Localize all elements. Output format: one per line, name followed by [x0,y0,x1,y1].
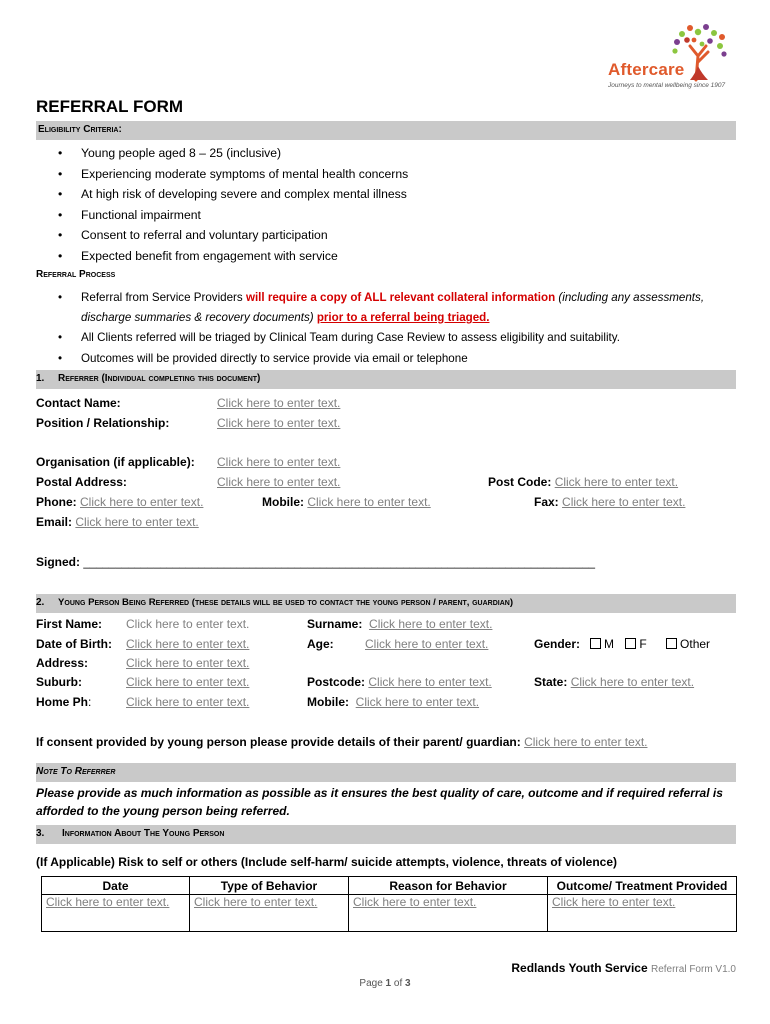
young-person-header: 2. Young Person Being Referred (these details will be used to contact the young person / parent, guardian) [36,594,736,613]
list-item: • Functional impairment [36,205,736,226]
gender-options: M F Other [582,637,710,651]
postal-address-field[interactable]: Click here to enter text. [217,475,341,489]
logo-tagline: Journeys to mental wellbeing since 1907 [608,82,726,89]
contact-name-field[interactable]: Click here to enter text. [217,396,341,410]
col-date: Date [42,877,190,895]
eligibility-list [36,143,736,267]
process-header: Referral Process [36,269,116,280]
gender-f-checkbox[interactable] [625,638,636,649]
dob-label: Date of Birth: [36,637,112,651]
post-code-label: Post Code: Click here to enter text. [488,475,679,489]
contact-name-label: Contact Name: [36,396,121,410]
risk-table [41,876,737,932]
footer-service: Redlands Youth Service Referral Form V1.0 [511,961,736,975]
gender-m-checkbox[interactable] [590,638,601,649]
type-cell[interactable]: Click here to enter text. [190,895,349,932]
table-header-row [42,877,737,895]
col-reason: Reason for Behavior [349,877,548,895]
guardian-field[interactable]: Click here to enter text. [524,735,648,749]
organisation-field[interactable]: Click here to enter text. [217,455,341,469]
list-item: • Outcomes will be provided directly to service provide via email or telephone [36,349,741,370]
age-label: Age: [307,637,334,651]
aftercare-logo [600,22,740,102]
outcome-cell[interactable]: Click here to enter text. [548,895,737,932]
table-row [42,895,737,932]
state-field[interactable]: Click here to enter text. [570,675,695,689]
col-type: Type of Behavior [190,877,349,895]
signature-line[interactable]: ________________________________________________________________________________ [83,557,596,569]
postcode-label: Postcode: Click here to enter text. [307,675,492,689]
list-item: • Experiencing moderate symptoms of mental health concerns [36,164,736,185]
list-item: • At high risk of developing severe and complex mental illness [36,184,736,205]
yp-mobile-label: Mobile: Click here to enter text. [307,695,480,709]
mobile-label: Mobile: Click here to enter text. [262,495,431,509]
note-header: Note To Referrer [36,763,736,782]
first-name-field[interactable]: Click here to enter text. [126,617,250,631]
position-label: Position / Relationship: [36,416,170,430]
suburb-field[interactable]: Click here to enter text. [126,675,250,689]
referrer-header: 1. Referrer (Individual completing this document) [36,370,736,389]
col-outcome: Outcome/ Treatment Provided [548,877,737,895]
list-item: • Young people aged 8 – 25 (inclusive) [36,143,736,164]
state-label: State: Click here to enter text. [534,675,695,689]
home-ph-label: Home Ph: [36,695,92,709]
list-item: • Expected benefit from engagement with service [36,246,736,267]
info-header: 3. Information About The Young Person [36,825,736,844]
address-label: Address: [36,656,89,670]
fax-label: Fax: Click here to enter text. [534,495,686,509]
list-item: • Consent to referral and voluntary participation [36,225,736,246]
postal-address-label: Postal Address: [36,475,127,489]
note-text: Please provide as much information as possible as it ensures the best quality of care, outcome and if required referral is afforded to the young person being referred. [36,786,723,818]
list-item: • Referral from Service Providers will require a copy of ALL relevant collateral information (including any assessments, discharge summaries & recovery documents) prior to a referral being triaged. [36,288,741,328]
suburb-label: Suburb: [36,675,82,689]
phone-field[interactable]: Click here to enter text. [80,495,204,509]
phone-label: Phone: Click here to enter text. [36,495,204,509]
eligibility-header: Eligibility Criteria: [36,121,736,140]
position-field[interactable]: Click here to enter text. [217,416,341,430]
address-field[interactable]: Click here to enter text. [126,656,250,670]
postcode-field[interactable]: Click here to enter text. [368,675,492,689]
organisation-label: Organisation (if applicable): [36,455,195,469]
first-name-label: First Name: [36,617,103,631]
surname-field[interactable]: Click here to enter text. [369,617,493,631]
age-field[interactable]: Click here to enter text. [365,637,489,651]
consent-label: If consent provided by young person please provide details of their parent/ guardian: Click here to enter text. [36,735,648,749]
email-field[interactable]: Click here to enter text. [75,515,199,529]
dob-field[interactable]: Click here to enter text. [126,637,250,651]
reason-cell[interactable]: Click here to enter text. [349,895,548,932]
gender-label: Gender: [534,637,581,651]
mobile-field[interactable]: Click here to enter text. [307,495,431,509]
list-item: • All Clients referred will be triaged by Clinical Team during Case Review to assess eligibility and suitability. [36,328,741,349]
gender-other-checkbox[interactable] [666,638,677,649]
date-cell[interactable]: Click here to enter text. [42,895,190,932]
surname-label: Surname: Click here to enter text. [307,617,493,631]
signed-label: Signed: ________________________________________________________________________________ [36,555,596,569]
logo-wordmark: Aftercare [608,60,685,79]
yp-mobile-field[interactable]: Click here to enter text. [355,695,480,709]
form-title: REFERRAL FORM [36,97,184,116]
post-code-field[interactable]: Click here to enter text. [554,475,679,489]
home-ph-field[interactable]: Click here to enter text. [126,695,250,709]
fax-field[interactable]: Click here to enter text. [562,495,686,509]
page-number: Page 1 of 3 [359,978,411,989]
process-list [36,288,741,369]
risk-question: (If Applicable) Risk to self or others (Include self-harm/ suicide attempts, violence, threats of violence) [36,855,618,869]
email-label: Email: Click here to enter text. [36,515,199,529]
